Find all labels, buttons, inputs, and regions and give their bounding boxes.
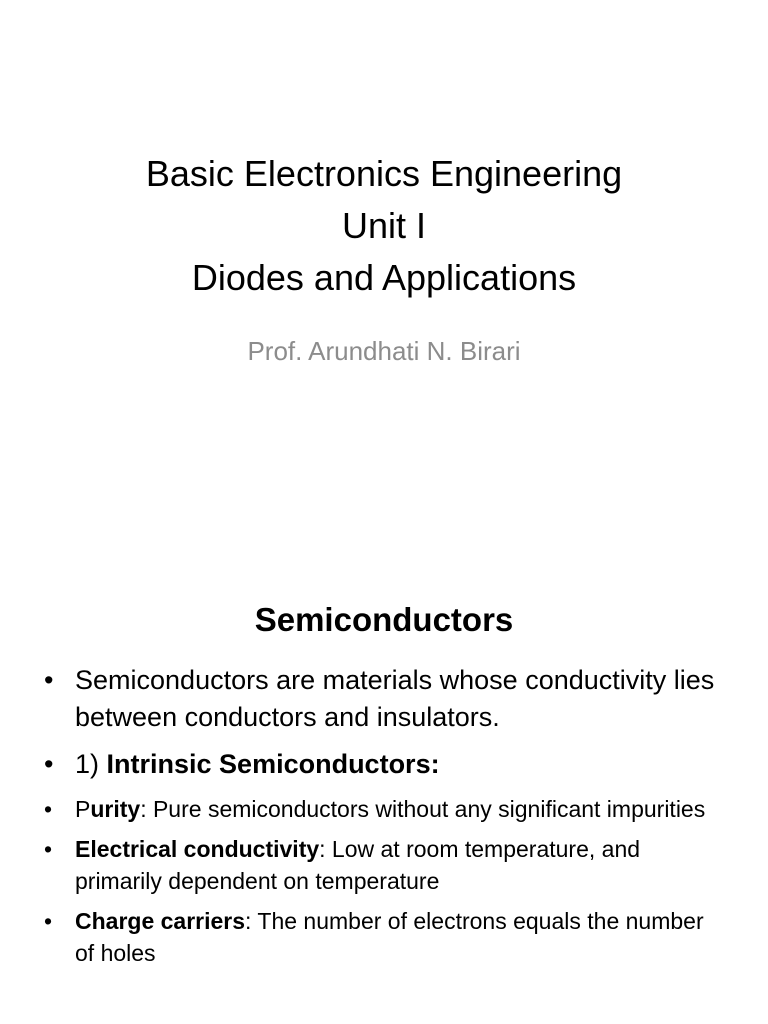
bullet-term: urity [90, 796, 141, 822]
bullet-text: Semiconductors are materials whose conductivity lies between conductors and insulators. [75, 665, 715, 732]
title-line-course: Basic Electronics Engineering [145, 153, 623, 194]
bullet-term: Charge carriers [75, 908, 246, 934]
content-slide [0, 576, 768, 1024]
bullet-heading: Intrinsic Semiconductors: [106, 749, 440, 779]
content-slide-title: Semiconductors [254, 601, 514, 638]
bullet-dot-icon: • [44, 908, 53, 934]
bullet-item [0, 833, 768, 897]
title-line-unit: Unit I [341, 205, 427, 246]
title-line-topic: Diodes and Applications [191, 257, 577, 298]
author-subtitle: Prof. Arundhati N. Birari [247, 336, 521, 366]
bullet-dot-icon: • [44, 749, 54, 779]
bullet-item [0, 905, 768, 969]
bullet-dot-icon: • [44, 665, 54, 695]
bullet-prefix: P [75, 796, 91, 822]
bullet-text: : The number of electrons equals the number of holes [75, 908, 704, 966]
bullet-text: : Pure semiconductors without any significant impurities [140, 796, 706, 822]
bullet-item [0, 746, 768, 783]
slide-title [0, 148, 768, 304]
bullet-dot-icon: • [44, 796, 53, 822]
bullet-list [0, 662, 768, 977]
bullet-item [0, 793, 768, 825]
bullet-text: : Low at room temperature, and primarily dependent on temperature [75, 836, 641, 894]
bullet-item [0, 662, 768, 736]
bullet-term: Electrical conductivity [75, 836, 320, 862]
bullet-prefix: 1) [75, 749, 107, 779]
bullet-dot-icon: • [44, 836, 53, 862]
